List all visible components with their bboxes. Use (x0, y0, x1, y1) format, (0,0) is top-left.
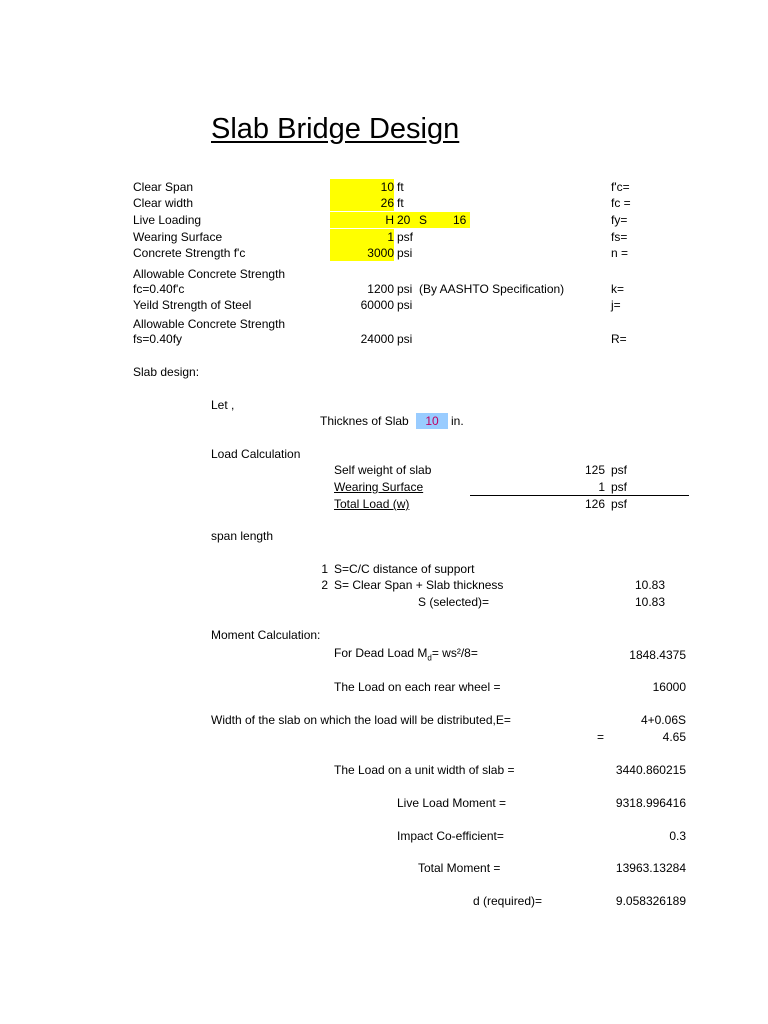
fpc-label: f'c= (611, 180, 630, 194)
width-formula: 4+0.06S (640, 713, 686, 727)
allow-concrete-label-2: fc=0.40f'c (133, 282, 185, 296)
total-moment-label: Total Moment = (418, 861, 501, 875)
live-moment-label: Live Load Moment = (397, 796, 507, 810)
total-load-unit: psf (611, 497, 628, 511)
live-loading-s-value[interactable]: 16 (453, 213, 467, 227)
fc-label: fc = (611, 196, 631, 210)
k-label: k= (611, 282, 625, 296)
fs-label: fs= (611, 230, 628, 244)
live-loading-h[interactable]: H (385, 213, 394, 227)
clear-width-value[interactable]: 26 (330, 195, 394, 211)
rear-wheel-value: 16000 (652, 680, 686, 694)
total-load-label: Total Load (w) (334, 497, 410, 511)
allow-steel-value: 24000 (360, 332, 394, 346)
span-item1-num: 1 (321, 562, 328, 576)
concrete-strength-value[interactable]: 3000 (330, 245, 394, 261)
clear-width-label: Clear width (133, 196, 194, 210)
R-label: R= (611, 332, 627, 346)
total-load-value: 126 (584, 497, 605, 511)
slab-design-heading: Slab design: (133, 365, 200, 379)
wearing-surface-label: Wearing Surface (133, 230, 223, 244)
live-loading-label: Live Loading (133, 213, 202, 227)
dead-load-value: 1848.4375 (629, 648, 686, 662)
allow-concrete-label-1: Allowable Concrete Strength (133, 267, 286, 281)
wearing-row-unit: psf (611, 480, 628, 494)
unit-width-value: 3440.860215 (615, 763, 686, 777)
impact-value: 0.3 (669, 829, 686, 843)
let-label: Let , (211, 398, 235, 412)
total-moment-value: 13963.13284 (615, 861, 686, 875)
wearing-surface-unit: psf (397, 230, 414, 244)
span-heading: span length (211, 529, 274, 543)
self-weight-unit: psf (611, 463, 628, 477)
clear-width-unit: ft (397, 196, 404, 210)
clear-span-value[interactable]: 10 (330, 179, 394, 195)
span-item2: S= Clear Span + Slab thickness (334, 578, 504, 592)
page-title: Slab Bridge Design (211, 113, 460, 145)
d-required-value: 9.058326189 (615, 894, 686, 908)
dead-load-label: For Dead Load $M_d= ws^2/8=$ (334, 646, 478, 663)
wearing-row-label: Wearing Surface (334, 480, 424, 494)
self-weight-value: 125 (584, 463, 605, 477)
concrete-strength-unit: psi (397, 246, 413, 260)
allow-steel-label-1: Allowable Concrete Strength (133, 317, 286, 331)
concrete-strength-label: Concrete Strength f'c (133, 246, 246, 260)
s-selected-value: 10.83 (634, 595, 665, 609)
clear-span-unit: ft (397, 180, 404, 194)
wearing-row-value: 1 (598, 480, 605, 494)
thickness-value[interactable]: 10 (416, 413, 448, 429)
aashto-note: (By AASHTO Specification) (419, 282, 565, 296)
width-value: 4.65 (662, 730, 686, 744)
j-label: j= (611, 298, 621, 312)
thickness-label: Thicknes of Slab (320, 414, 409, 428)
unit-width-label: The Load on a unit width of slab = (334, 763, 515, 777)
moment-heading: Moment Calculation: (211, 628, 321, 642)
rear-wheel-label: The Load on each rear wheel = (334, 680, 501, 694)
width-eq: = (597, 730, 605, 744)
wearing-surface-value[interactable]: 1 (330, 229, 394, 245)
live-loading-s[interactable]: S (419, 213, 428, 227)
s-selected-label: S (selected)= (418, 595, 490, 609)
width-label: Width of the slab on which the load will be distributed,E= (211, 713, 511, 727)
allow-steel-unit: psi (397, 332, 413, 346)
span-item2-value: 10.83 (634, 578, 665, 592)
fy-label: fy= (611, 213, 628, 227)
n-label: n = (611, 246, 629, 260)
allow-concrete-value: 1200 (367, 282, 394, 296)
load-calc-heading: Load Calculation (211, 447, 301, 461)
live-loading-h-value[interactable]: 20 (397, 213, 411, 227)
allow-concrete-unit: psi (397, 282, 413, 296)
clear-span-label: Clear Span (133, 180, 194, 194)
yield-steel-value: 60000 (360, 298, 394, 312)
allow-steel-label-2: fs=0.40fy (133, 332, 183, 346)
impact-label: Impact Co-efficient= (397, 829, 504, 843)
self-weight-label: Self weight of slab (334, 463, 432, 477)
live-moment-value: 9318.996416 (615, 796, 686, 810)
d-required-label: d (required)= (473, 894, 543, 908)
yield-steel-label: Yeild Strength of Steel (133, 298, 252, 312)
thickness-unit: in. (451, 414, 464, 428)
span-item2-num: 2 (321, 578, 328, 592)
span-item1: S=C/C distance of support (334, 562, 475, 576)
yield-steel-unit: psi (397, 298, 413, 312)
